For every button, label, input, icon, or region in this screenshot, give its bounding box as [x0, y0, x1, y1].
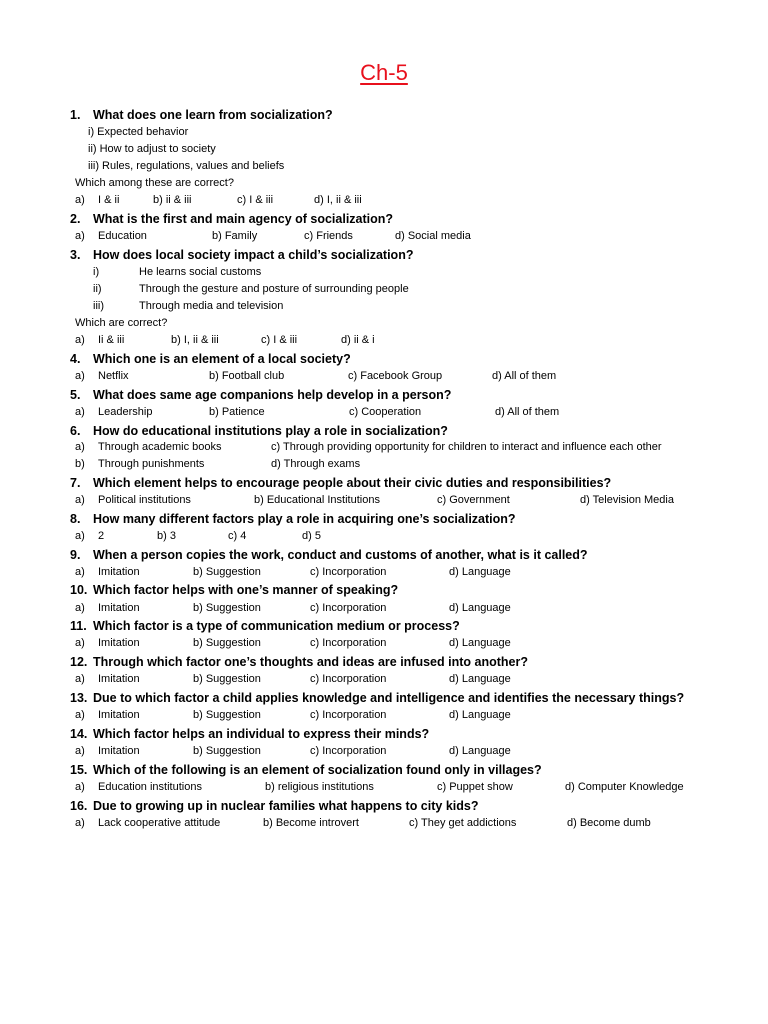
question-text: What does one learn from socialization?: [93, 108, 333, 122]
question-text: When a person copies the work, conduct and customs of another, what is it called?: [93, 548, 588, 562]
question-7: [70, 476, 611, 490]
option-d: d) ii & i: [341, 334, 375, 346]
question-14: [70, 727, 429, 741]
question-16: [70, 799, 478, 813]
option-c: c) Incorporation: [310, 637, 387, 649]
option-a: Imitation: [98, 673, 140, 685]
option-c: c) Through providing opportunity for children to interact and influence each other: [271, 441, 662, 453]
question-number: 4.: [70, 352, 81, 366]
question-text: Which factor helps an individual to express their minds?: [93, 727, 430, 741]
question-9: [70, 548, 588, 562]
option-c: c) Puppet show: [437, 781, 513, 793]
question-prompt: Which among these are correct?: [75, 177, 234, 189]
option-c: c) Incorporation: [310, 709, 387, 721]
option-marker: a): [75, 194, 85, 206]
option-c: c) I & iii: [261, 334, 298, 346]
option-c: c) Incorporation: [310, 602, 387, 614]
option-d: d) Language: [449, 602, 511, 614]
statement-number: ii): [93, 283, 102, 295]
option-b: b) 3: [157, 530, 176, 542]
option-a: Imitation: [98, 566, 140, 578]
option-c: c) Incorporation: [310, 673, 387, 685]
option-c: c) 4: [228, 530, 247, 542]
option-a: Ii & iii: [98, 334, 125, 346]
question-number: 14.: [70, 727, 88, 741]
question-text: What is the first and main agency of socialization?: [93, 212, 394, 226]
statement: i) Expected behavior: [88, 126, 189, 138]
question-number: 5.: [70, 388, 81, 402]
option-a: Netflix: [98, 370, 129, 382]
option-c: c) Incorporation: [310, 566, 387, 578]
option-d: d) Language: [449, 745, 511, 757]
question-text: Through which factor one’s thoughts and ideas are infused into another?: [93, 655, 528, 669]
option-a: Imitation: [98, 745, 140, 757]
question-text: What does same age companions help develop in a person?: [93, 388, 452, 402]
option-b: b) religious institutions: [265, 781, 374, 793]
question-2: [70, 212, 393, 226]
option-b: b) Suggestion: [193, 637, 261, 649]
statement: ii) How to adjust to society: [88, 143, 216, 155]
statement-text: He learns social customs: [139, 266, 262, 278]
option-b: b) Suggestion: [193, 602, 261, 614]
option-b: b) ii & iii: [153, 194, 192, 206]
option-a: Leadership: [98, 406, 153, 418]
question-13: [70, 691, 684, 705]
option-marker: a): [75, 745, 85, 757]
option-a: Through academic books: [98, 441, 222, 453]
option-b: Through punishments: [98, 458, 205, 470]
question-number: 8.: [70, 512, 81, 526]
option-d: d) Social media: [395, 230, 471, 242]
question-number: 12.: [70, 655, 88, 669]
option-d: d) Through exams: [271, 458, 361, 470]
option-b: b) Suggestion: [193, 566, 261, 578]
question-text: Which one is an element of a local society?: [93, 352, 351, 366]
option-d: d) Computer Knowledge: [565, 781, 684, 793]
option-d: d) Language: [449, 637, 511, 649]
option-marker: a): [75, 334, 85, 346]
option-a: Imitation: [98, 709, 140, 721]
question-text: Which element helps to encourage people about their civic duties and responsibilities?: [93, 476, 612, 490]
option-a: Imitation: [98, 637, 140, 649]
question-number: 6.: [70, 424, 81, 438]
option-b: b) Suggestion: [193, 709, 261, 721]
statement: iii) Rules, regulations, values and beliefs: [88, 160, 285, 172]
option-marker: a): [75, 230, 85, 242]
statement-text: Through media and television: [139, 300, 284, 312]
option-d: d) Language: [449, 566, 511, 578]
question-4: [70, 352, 351, 366]
question-15: [70, 763, 542, 777]
option-b: b) Become introvert: [263, 817, 359, 829]
option-a: 2: [98, 530, 105, 542]
option-a: Imitation: [98, 602, 140, 614]
option-d: d) Become dumb: [567, 817, 651, 829]
option-a: I & ii: [98, 194, 120, 206]
option-a: Education: [98, 230, 147, 242]
question-text: Which factor helps with one’s manner of speaking?: [93, 583, 399, 597]
option-marker: a): [75, 494, 85, 506]
option-c: c) Facebook Group: [348, 370, 443, 382]
option-marker: a): [75, 817, 85, 829]
question-12: [70, 655, 528, 669]
question-number: 15.: [70, 763, 88, 777]
option-a: Education institutions: [98, 781, 202, 793]
question-number: 3.: [70, 248, 81, 262]
option-marker: a): [75, 441, 85, 453]
option-marker: a): [75, 602, 85, 614]
question-text: How do educational institutions play a role in socialization?: [93, 424, 448, 438]
question-number: 10.: [70, 583, 88, 597]
option-d: d) Language: [449, 673, 511, 685]
question-3: [70, 248, 413, 262]
chapter-title: Ch-5: [360, 60, 408, 85]
option-marker: a): [75, 406, 85, 418]
option-marker: a): [75, 673, 85, 685]
question-number: 13.: [70, 691, 88, 705]
statement-text: Through the gesture and posture of surrounding people: [139, 283, 409, 295]
option-b: b) Football club: [209, 370, 285, 382]
option-c: c) Friends: [304, 230, 353, 242]
question-number: 7.: [70, 476, 81, 490]
question-text: How many different factors play a role in acquiring one’s socialization?: [93, 512, 516, 526]
option-b: b) Family: [212, 230, 258, 242]
option-marker: a): [75, 566, 85, 578]
option-c: c) They get addictions: [409, 817, 517, 829]
question-text: Due to which factor a child applies knowledge and intelligence and identifies the necessary things?: [93, 691, 685, 705]
option-a: Lack cooperative attitude: [98, 817, 221, 829]
question-text: How does local society impact a child’s socialization?: [93, 248, 414, 262]
question-10: [70, 583, 398, 597]
question-number: 11.: [70, 619, 87, 633]
option-marker: a): [75, 370, 85, 382]
question-11: [70, 619, 460, 633]
question-number: 1.: [70, 108, 81, 122]
question-text: Which of the following is an element of socialization found only in villages?: [93, 763, 542, 777]
option-marker: a): [75, 637, 85, 649]
option-d: d) All of them: [495, 406, 560, 418]
option-b: b) Suggestion: [193, 673, 261, 685]
question-8: [70, 512, 516, 526]
option-c: c) Government: [437, 494, 510, 506]
option-c: c) I & iii: [237, 194, 274, 206]
question-5: [70, 388, 451, 402]
option-marker: a): [75, 530, 85, 542]
question-6: [70, 424, 448, 438]
statement-number: i): [93, 266, 100, 278]
question-1: [70, 108, 333, 122]
option-marker: b): [75, 458, 85, 470]
option-b: b) Patience: [209, 406, 265, 418]
option-d: d) I, ii & iii: [314, 194, 362, 206]
option-marker: a): [75, 709, 85, 721]
question-text: Due to growing up in nuclear families what happens to city kids?: [93, 799, 479, 813]
option-d: d) 5: [302, 530, 321, 542]
statement-number: iii): [93, 300, 104, 312]
option-d: d) All of them: [492, 370, 557, 382]
question-text: Which factor is a type of communication medium or process?: [93, 619, 460, 633]
question-number: 2.: [70, 212, 81, 226]
option-d: d) Language: [449, 709, 511, 721]
question-number: 9.: [70, 548, 81, 562]
option-c: c) Cooperation: [349, 406, 422, 418]
option-b: b) I, ii & iii: [171, 334, 219, 346]
option-d: d) Television Media: [580, 494, 674, 506]
question-number: 16.: [70, 799, 88, 813]
option-b: b) Educational Institutions: [254, 494, 380, 506]
option-a: Political institutions: [98, 494, 191, 506]
option-c: c) Incorporation: [310, 745, 387, 757]
option-marker: a): [75, 781, 85, 793]
option-b: b) Suggestion: [193, 745, 261, 757]
question-prompt: Which are correct?: [75, 317, 168, 329]
